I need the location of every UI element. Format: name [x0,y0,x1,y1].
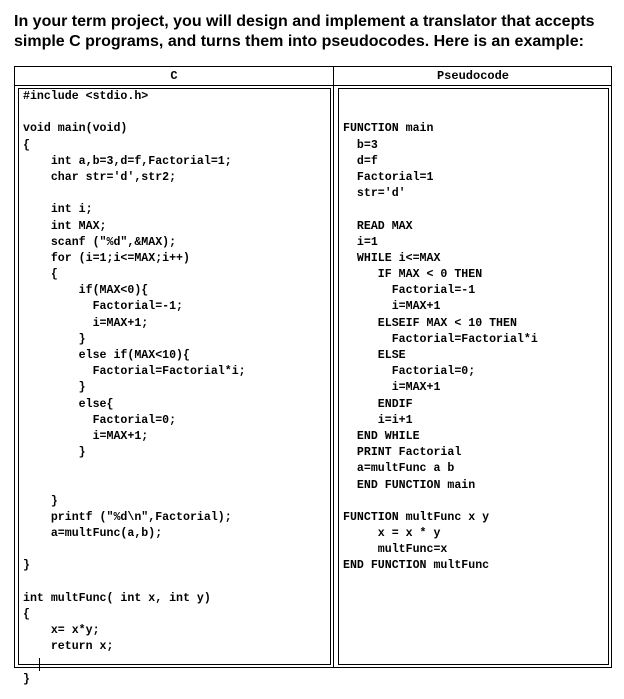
c-code-line [23,575,246,591]
c-code-block [23,89,246,688]
c-code-line [23,656,246,672]
comparison-table [14,66,612,686]
c-code-line [23,542,246,558]
c-code-line: else if(MAX<10){ [23,349,190,362]
pseudocode-line [343,494,538,510]
pseudocode-line: d=f [343,154,378,168]
pseudocode-line: END FUNCTION multFunc [343,559,490,573]
pseudocode-line: Factorial=0; [343,365,476,379]
c-code-line: int a,b=3,d=f,Factorial=1; [23,154,232,168]
c-code-line: return x; [23,640,114,654]
pseudocode-line: ELSE [343,349,406,362]
pseudocode-line: ENDIF [343,397,413,411]
c-code-line: i=MAX+1; [23,316,149,330]
pseudocode-line: IF MAX < 0 THEN [343,268,483,282]
pseudocode-line: i=MAX+1 [343,300,441,314]
c-code-line: Factorial=0; [23,413,177,427]
pseudocode-line: Factorial=-1 [343,284,476,298]
c-code-line: } [23,446,86,460]
c-code-line: { [23,268,58,282]
c-code-line: Factorial=-1; [23,300,184,314]
pseudocode-line: END FUNCTION main [343,478,476,492]
c-code-line: int multFunc( int x, int y) [23,591,211,605]
pseudocode-line: a=multFunc a b [343,462,455,476]
pseudocode-cell [338,88,609,665]
pseudocode-line: x = x * y [343,527,441,541]
c-code-line: } [23,559,30,573]
pseudocode-line: READ MAX [343,219,413,233]
pseudocode-line: END WHILE [343,429,420,443]
c-code-line: a=multFunc(a,b); [23,527,163,541]
pseudocode-line: FUNCTION multFunc x y [343,510,490,524]
header-divider [15,85,611,86]
pseudocode-line: WHILE i<=MAX [343,251,441,265]
pseudocode-line: i=MAX+1 [343,381,441,395]
intro-paragraph: In your term project, you will design and implement a translator that accepts simple C programs, and turns them into pseudocodes. Here is an example: [14,13,595,50]
pseudocode-line: str='d' [343,187,406,201]
c-code-line: } [23,381,86,395]
c-code-line: } [23,332,86,346]
text-cursor [39,658,40,671]
c-code-line: { [23,138,30,152]
c-code-line: char str='d',str2; [23,170,177,184]
c-code-cell [18,88,331,686]
c-code-line: } [23,494,58,508]
c-code-line [23,186,246,202]
c-code-line: { [23,608,30,621]
pseudocode-line: multFunc=x [343,543,448,557]
c-code-line: int MAX; [23,219,107,233]
c-code-line: for (i=1;i<=MAX;i++) [23,251,190,265]
c-code-line: else{ [23,397,114,411]
pseudocode-line: Factorial=Factorial*i [343,332,538,346]
pseudocode-line: i=1 [343,235,378,249]
c-code-line: x= x*y; [23,624,100,638]
pseudocode-line: b=3 [343,138,378,152]
pseudocode-line [343,105,538,121]
column-divider [333,67,334,667]
pseudocode-line: ELSEIF MAX < 10 THEN [343,316,517,330]
pseudocode-block [343,89,538,575]
c-code-line: printf ("%d\n",Factorial); [23,510,232,524]
c-code-line [23,105,246,121]
pseudocode-column-header: Pseudocode [436,69,509,83]
pseudocode-line [343,202,538,218]
c-code-line: if(MAX<0){ [23,284,149,298]
pseudocode-line: Factorial=1 [343,170,434,184]
pseudocode-line: i=i+1 [343,413,413,427]
pseudocode-line: FUNCTION main [343,122,434,136]
c-code-line: void main(void) [23,122,128,136]
c-code-line: scanf ("%d",&MAX); [23,235,177,249]
c-column-header: C [170,69,178,83]
c-code-line [23,478,246,494]
c-code-line: Factorial=Factorial*i; [23,365,246,379]
c-code-line: int i; [23,203,93,217]
c-code-line [23,461,246,477]
c-code-line: i=MAX+1; [23,429,149,443]
pseudocode-line: PRINT Factorial [343,446,462,460]
c-code-line: } [23,672,30,686]
c-code-line: #include <stdio.h> [23,90,149,103]
pseudocode-line [343,89,538,105]
